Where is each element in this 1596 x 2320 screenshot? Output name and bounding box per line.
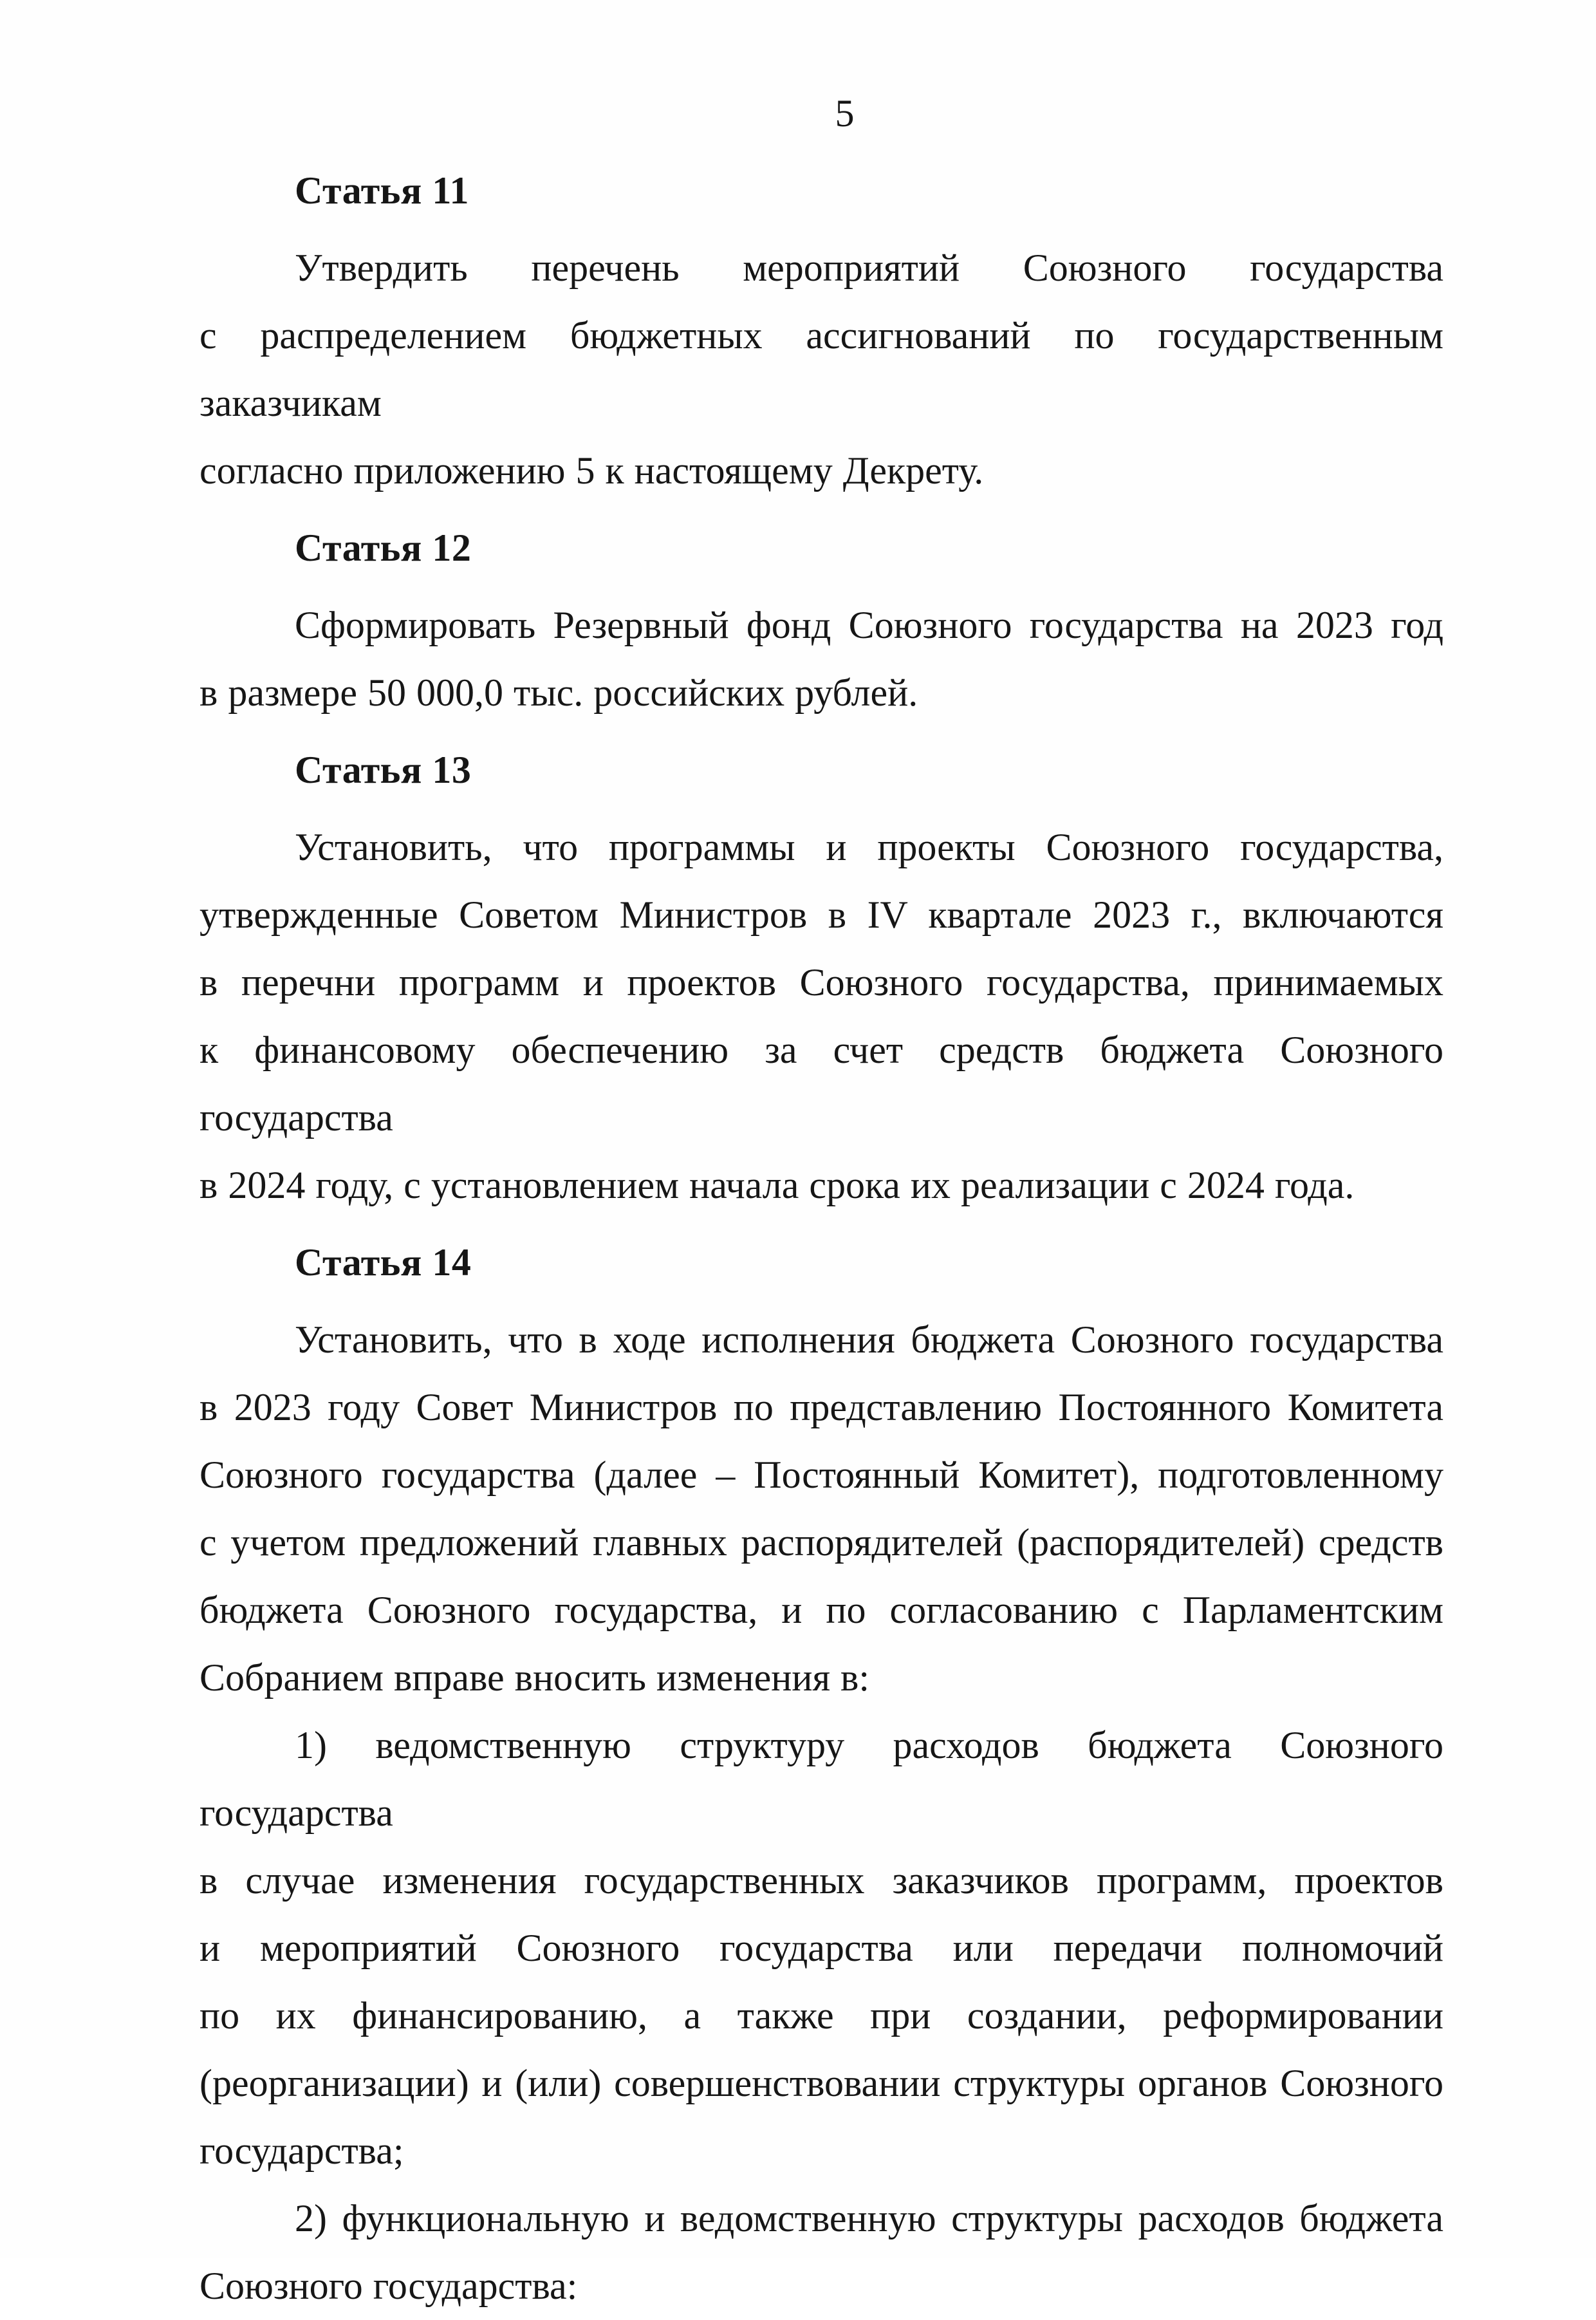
text-line: в размере 50 000,0 тыс. российских рублей. [200, 671, 918, 714]
paragraph [200, 1712, 1443, 2185]
article-heading: Статья 14 [295, 1241, 472, 1284]
text-line: Утвердить перечень мероприятий Союзного государства [295, 247, 1443, 289]
text-line: в перечни программ и проектов Союзного государства, принимаемых [200, 961, 1443, 1004]
text-line: в случае изменения государственных заказчиков программ, проектов [200, 1859, 1443, 1902]
text-line: Установить, что программы и проекты Союзного государства, [295, 826, 1443, 868]
text-line: в 2024 году, с установлением начала срока их реализации с 2024 года. [200, 1164, 1355, 1206]
text-line: 2) функциональную и ведомственную структуры расходов бюджета [295, 2197, 1443, 2240]
paragraph [200, 592, 1443, 727]
text-line: (реорганизации) и (или) совершенствовании структуры органов Союзного [200, 2062, 1443, 2104]
text-line: Сформировать Резервный фонд Союзного государства на 2023 год [295, 604, 1443, 646]
article-heading: Статья 13 [295, 749, 472, 791]
text-line: и мероприятий Союзного государства или передачи полномочий [200, 1927, 1443, 1969]
paragraph [200, 814, 1443, 1219]
text-line: в 2023 году Совет Министров по представлению Постоянного Комитета [200, 1386, 1443, 1428]
page-number: 5 [835, 92, 855, 135]
paragraph [200, 1306, 1443, 1712]
text-line: Собранием вправе вносить изменения в: [200, 1656, 870, 1699]
text-line: утвержденные Советом Министров в IV квартале 2023 г., включаются [200, 893, 1443, 936]
text-line: с распределением бюджетных ассигнований по государственным заказчикам [200, 314, 1443, 424]
text-line: 1) ведомственную структуру расходов бюджета Союзного государства [200, 1724, 1443, 1834]
article-heading: Статья 11 [295, 169, 470, 212]
text-line: Союзного государства (далее – Постоянный Комитет), подготовленному [200, 1454, 1443, 1496]
text-line: Союзного государства: [200, 2265, 578, 2307]
paragraph [200, 2185, 1443, 2320]
text-line: Установить, что в ходе исполнения бюджета Союзного государства [295, 1318, 1443, 1361]
text-line: к финансовому обеспечению за счет средств бюджета Союзного государства [200, 1029, 1443, 1139]
text-line: государства; [200, 2129, 404, 2172]
text-line: с учетом предложений главных распорядителей (распорядителей) средств [200, 1521, 1443, 1564]
document-content [200, 80, 1443, 2320]
paragraph [200, 234, 1443, 505]
text-line: по их финансированию, а также при создании, реформировании [200, 1994, 1443, 2037]
text-line: бюджета Союзного государства, и по согласованию с Парламентским [200, 1589, 1443, 1631]
document-body [200, 157, 1443, 2320]
text-line: согласно приложению 5 к настоящему Декрету. [200, 449, 984, 492]
article-heading: Статья 12 [295, 527, 472, 569]
